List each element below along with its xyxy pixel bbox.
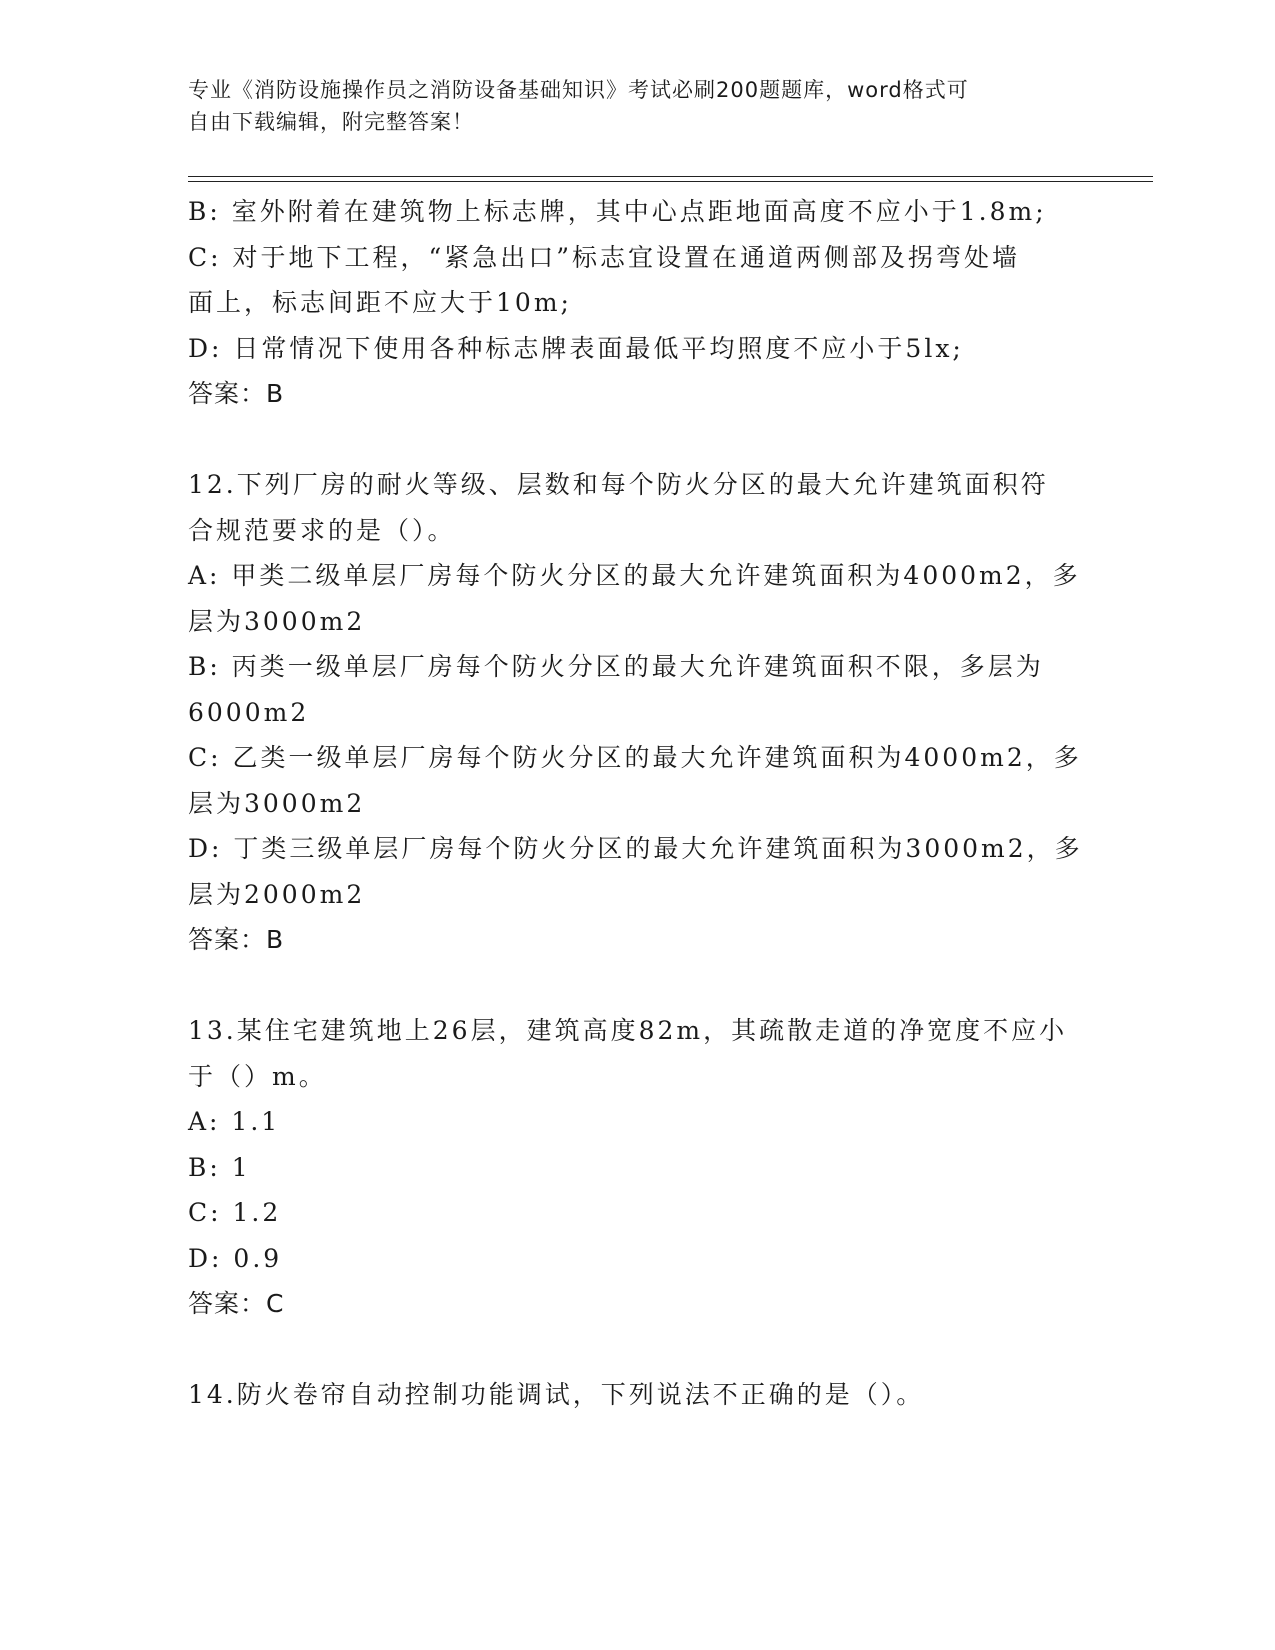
- header-divider-top: [188, 176, 1153, 177]
- header-title-line-2: 自由下载编辑，附完整答案！: [188, 110, 474, 134]
- q13-stem-line-1: 13.某住宅建筑地上26层，建筑高度82m，其疏散走道的净宽度不应小: [188, 1016, 1068, 1045]
- q12-option-d-line-2: 层为2000m2: [188, 879, 366, 909]
- document-header: [188, 74, 1088, 138]
- q12-option-a-line-1: A: 甲类二级单层厂房每个防火分区的最大允许建筑面积为4000m2，多: [188, 561, 1081, 590]
- header-title-line-1: 专业《消防设施操作员之消防设备基础知识》考试必刷200题题库，word格式可: [188, 78, 969, 102]
- question-11-tail: [188, 189, 1088, 417]
- spacer: [188, 963, 1088, 1009]
- question-12: [188, 462, 1088, 963]
- q12-option-b-line-2: 6000m2: [188, 697, 310, 727]
- q12-option-c-line-1: C: 乙类一级单层厂房每个防火分区的最大允许建筑面积为4000m2，多: [188, 743, 1082, 772]
- q11-answer: 答案：B: [188, 379, 285, 408]
- q12-stem-line-1: 12.下列厂房的耐火等级、层数和每个防火分区的最大允许建筑面积符: [188, 470, 1049, 499]
- q11-option-d: D: 日常情况下使用各种标志牌表面最低平均照度不应小于5lx;: [188, 333, 964, 363]
- header-divider-bottom: [188, 181, 1153, 182]
- q13-answer: 答案：C: [188, 1289, 285, 1318]
- q13-option-b: B: 1: [188, 1152, 251, 1182]
- q11-option-c-line-2: 面上，标志间距不应大于10m;: [188, 288, 572, 317]
- q12-option-c-line-2: 层为3000m2: [188, 788, 366, 818]
- q11-option-c-line-1: C: 对于地下工程，“紧急出口”标志宜设置在通道两侧部及拐弯处墙: [188, 242, 1021, 272]
- q12-option-b-line-1: B: 丙类一级单层厂房每个防火分区的最大允许建筑面积不限，多层为: [188, 652, 1044, 681]
- question-13: [188, 1008, 1088, 1327]
- q13-stem-line-2: 于（）m。: [188, 1061, 327, 1091]
- q12-stem-line-2: 合规范要求的是（）。: [188, 515, 456, 545]
- spacer: [188, 1327, 1088, 1373]
- question-14: [188, 1372, 1088, 1418]
- q11-option-b: B: 室外附着在建筑物上标志牌，其中心点距地面高度不应小于1.8m;: [188, 197, 1047, 226]
- q12-option-a-line-2: 层为3000m2: [188, 606, 366, 636]
- q14-stem-line-1: 14.防火卷帘自动控制功能调试，下列说法不正确的是（）。: [188, 1380, 925, 1409]
- spacer: [188, 417, 1088, 463]
- q12-answer: 答案：B: [188, 925, 285, 954]
- q12-option-d-line-1: D: 丁类三级单层厂房每个防火分区的最大允许建筑面积为3000m2，多: [188, 834, 1083, 863]
- q13-option-c: C: 1.2: [188, 1198, 282, 1227]
- question-content: [188, 189, 1088, 1418]
- q13-option-d: D: 0.9: [188, 1243, 283, 1273]
- q13-option-a: A: 1.1: [188, 1107, 281, 1136]
